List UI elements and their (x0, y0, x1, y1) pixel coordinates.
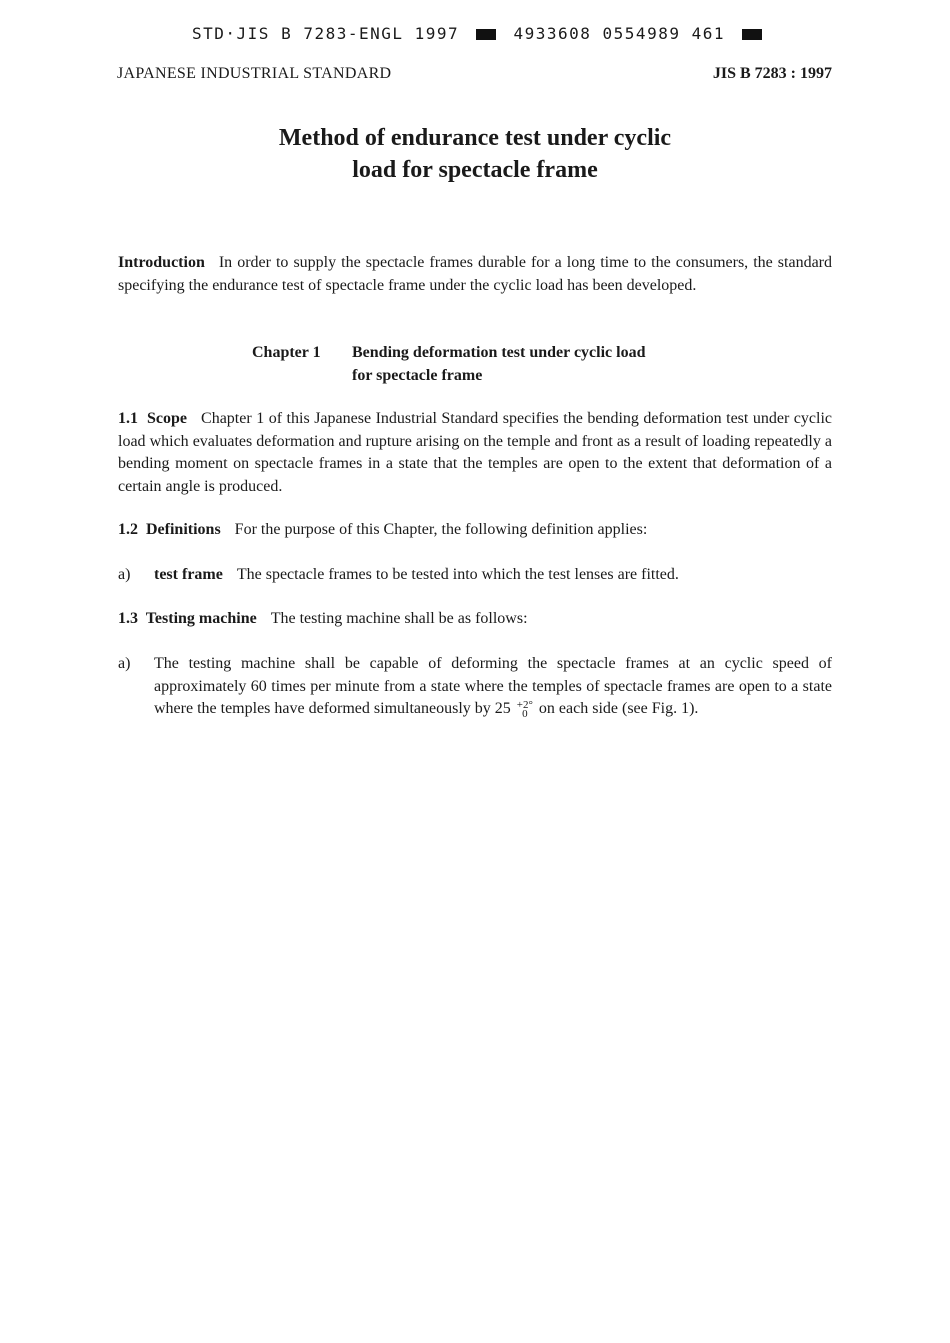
angle-tolerance (517, 701, 533, 719)
testing-machine-item (118, 653, 832, 721)
definition-text: The spectacle frames to be tested into which the test lenses are fitted. (236, 566, 679, 583)
chapter-title-line-1: Bending deformation test under cyclic load (352, 344, 646, 361)
barcode-block-icon (476, 29, 496, 40)
item-marker: a) (118, 566, 131, 583)
testing-machine-item-text: The testing machine shall be capable of deforming the spectacle frames at an cyclic speed of approximately 60 times per minute from a state where the temples of spectacle frames are open to a state where the temples have deformed simultaneously by 25 (154, 655, 832, 717)
testing-machine-paragraph (118, 608, 832, 631)
scope-paragraph (118, 408, 832, 498)
item-marker: a) (118, 655, 131, 672)
document-code-suffix: 461 (691, 24, 726, 43)
barcode-block-icon (742, 29, 762, 40)
testing-machine-item-text-end: on each side (see Fig. 1). (538, 700, 699, 717)
document-code-left: STD·JIS B 7283-ENGL 1997 (192, 24, 460, 43)
definitions-text: For the purpose of this Chapter, the following definition applies: (234, 521, 648, 538)
document-code-numbers: 4933608 0554989 (513, 24, 681, 43)
title-line-1: Method of endurance test under cyclic (278, 125, 672, 151)
title-line-2: load for spectacle frame (352, 157, 598, 183)
document-code-line (192, 24, 772, 43)
document-title (0, 122, 950, 186)
chapter-title-line-2: for spectacle frame (352, 367, 483, 384)
definitions-paragraph (118, 519, 832, 542)
tolerance-lower: 0 (522, 708, 528, 720)
standard-number: JIS B 7283 : 1997 (712, 65, 832, 82)
testing-machine-text: The testing machine shall be as follows: (270, 610, 528, 627)
standard-label: JAPANESE INDUSTRIAL STANDARD (117, 65, 392, 82)
chapter-label: Chapter 1 (252, 344, 321, 361)
introduction-heading: Introduction (118, 254, 205, 271)
definitions-heading: 1.2 Definitions (118, 521, 221, 538)
scope-text: Chapter 1 of this Japanese Industrial Standard specifies the bending deformation test under cyclic load which evaluates deformation and rupture arising on the temple and front as a result of loading repeatedly a bending moment on spectacle frames in a state that the temples are open to the extent that deformation of a certain angle is produced. (118, 410, 832, 495)
introduction-text: In order to supply the spectacle frames durable for a long time to the consumers, the standard specifying the endurance test of spectacle frame under the cyclic load has been developed. (118, 254, 832, 294)
definition-term: test frame (154, 566, 223, 583)
tolerance-upper: +2° (516, 699, 533, 711)
chapter-heading (252, 341, 645, 387)
introduction-paragraph (118, 252, 832, 297)
scope-heading: 1.1 Scope (118, 410, 188, 427)
testing-machine-heading: 1.3 Testing machine (118, 610, 257, 627)
definition-item (118, 564, 832, 587)
